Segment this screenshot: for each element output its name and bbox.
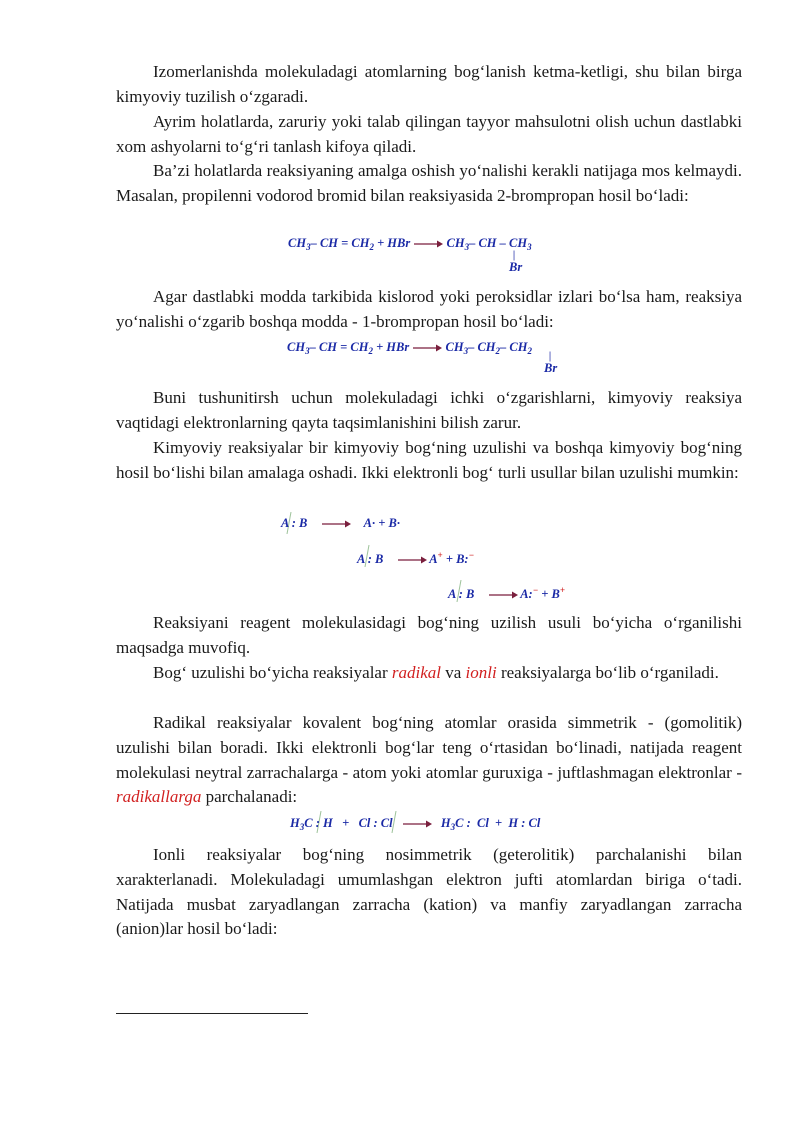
heterolytic-scheme-2: A : B A:− + B+ bbox=[448, 585, 566, 602]
highlight-radikallarga: radikallarga bbox=[116, 787, 202, 807]
reaction-arrow-icon bbox=[413, 239, 443, 249]
equation-1-substituent: Br bbox=[509, 260, 523, 274]
highlight-radikal: radikal bbox=[391, 663, 441, 682]
reaction-arrow-icon bbox=[397, 555, 427, 565]
equation-methane-chlorination: $H_3C$ : H + Cl : Cl $H_3C$ : Cl + H : Cl bbox=[290, 816, 541, 832]
equation-2-brompropan: $CH_3-$ CH = $CH_2$ + HBr $CH_3-$ CH – $CH_3$ bbox=[288, 236, 532, 252]
reaction-arrow-icon bbox=[488, 590, 518, 600]
paragraph-peroxide-effect: Agar dastlabki modda tarkibida kislorod yoki peroksidlar izlari bo‘lsa ham, reaksiya yo‘nalishi o‘zgarib boshqa modda - 1-brompropan hosil bo‘ladi: bbox=[116, 287, 742, 331]
paragraph-ionic-reactions: Ionli reaksiyalar bog‘ning nosimmetrik (geterolitik) parchalanishi bilan xarakterlanadi. Molekuladagi umumlashgan elektron jufti atomlardan biriga o‘tadi. Natijada musbat zaryadlangan zarracha (kation) va manfiy zaryadlangan zarracha (anion)lar hosil bo‘ladi: bbox=[116, 845, 742, 939]
paragraph-raw-materials: Ayrim holatlarda, zaruriy yoki talab qilingan tayyor mahsulotni olish uchun dastlabki xom ashyolarni to‘g‘ri tanlash kifoya qiladi. bbox=[116, 112, 742, 156]
bond-line-icon: | bbox=[549, 351, 552, 362]
paragraph-reagent-cleavage: Reaksiyani reagent molekulasidagi bog‘ning uzilish usuli bo‘yicha o‘rganilishi maqsadga muvofiq. bbox=[116, 613, 742, 657]
paragraph-bond-breaking: Kimyoviy reaksiyalar bir kimyoviy bog‘ning uzulishi va boshqa kimyoviy bog‘ning hosil bo‘lishi bilan amalaga oshadi. Ikki elektronli bog‘ turli usullar bilan uzulishi mumkin: bbox=[116, 438, 742, 482]
paragraph-explanation: Buni tushunitirsh uchun molekuladagi ichki o‘zgarishlarni, kimyoviy reaksiya vaqtidagi elektronlarning qayta taqsimlanishini bilish zarur. bbox=[116, 388, 742, 432]
heterolytic-scheme-1: A : B A+ + B:− bbox=[357, 550, 475, 567]
bond-line-icon: | bbox=[513, 250, 516, 261]
footnote-separator bbox=[116, 1013, 308, 1014]
paragraph-reaction-types: Bog‘ uzulishi bo‘yicha reaksiyalar radikal va ionli reaksiyalarga bo‘lib o‘rganiladi. bbox=[153, 663, 719, 682]
homolytic-scheme: A : B A· + B· bbox=[281, 516, 400, 530]
reaction-arrow-icon bbox=[402, 819, 432, 829]
reaction-arrow-icon bbox=[412, 343, 442, 353]
paragraph-reaction-direction: Ba’zi holatlarda reaksiyaning amalga oshish yo‘nalishi kerakli natijaga mos kelmaydi. Masalan, propilenni vodorod bromid bilan reaksiyasida 2-brompropan hosil bo‘ladi: bbox=[116, 161, 742, 205]
paragraph-isomerization: Izomerlanishda molekuladagi atomlarning bog‘lanish ketma-ketligi, shu bilan birga kimyoviy tuzilish o‘zgaradi. bbox=[116, 62, 742, 106]
equation-2-substituent: Br bbox=[544, 361, 558, 375]
paragraph-radical-reactions: Radikal reaksiyalar kovalent bog‘ning atomlar orasida simmetrik - (gomolitik) uzulishi bilan boradi. Ikki elektronli bog‘lar teng o‘rtasidan bo‘linadi, natijada reagent molekulasi neytral zarrachalarga - atom yoki atomlar guruxiga - juftlashmagan elektronlar - radikallarga parchalanadi: bbox=[116, 713, 742, 807]
reaction-arrow-icon bbox=[321, 519, 351, 529]
equation-1-brompropan: $CH_3-$ CH = $CH_2$ + HBr $CH_3-$ $CH_2-$ $CH_2$ bbox=[287, 340, 532, 356]
highlight-ionli: ionli bbox=[465, 663, 497, 682]
